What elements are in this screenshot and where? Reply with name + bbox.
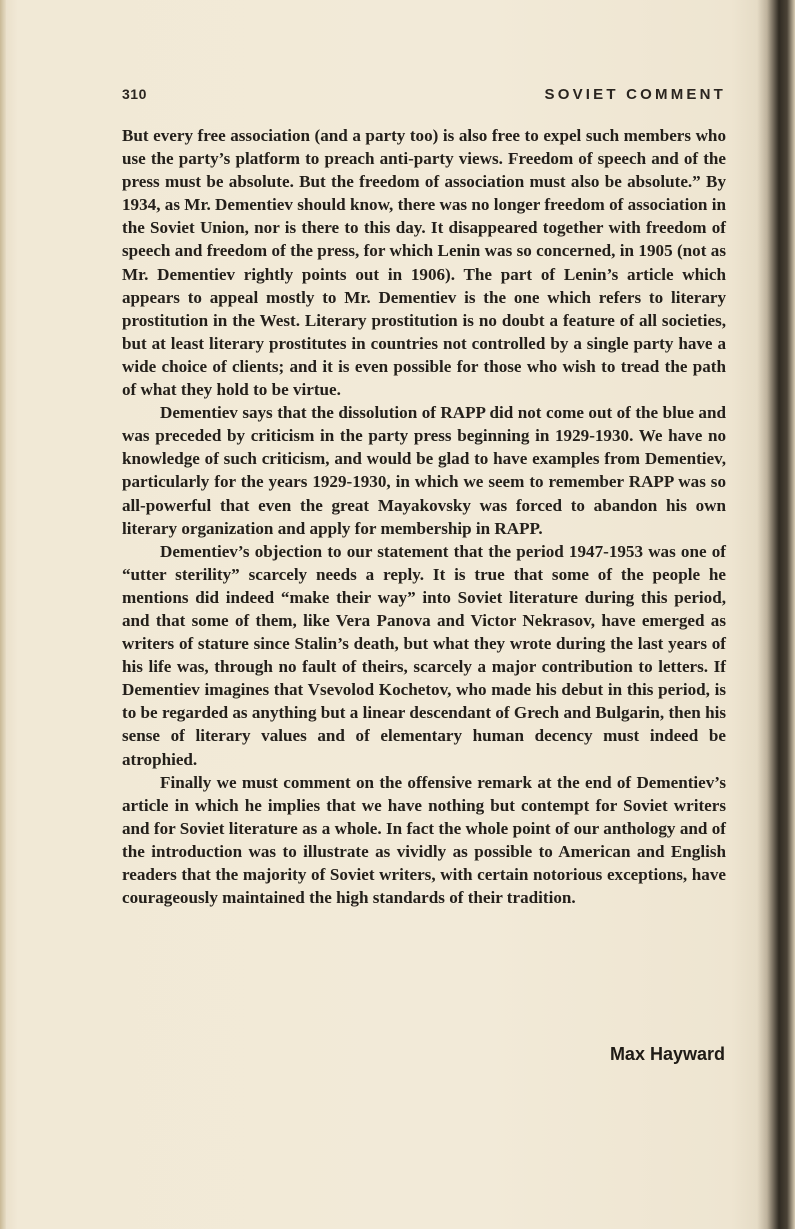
page-left-edge bbox=[0, 0, 6, 1229]
page-header bbox=[122, 86, 726, 110]
paragraph: Dementiev’s objection to our statement that the period 1947-1953 was one of “utter sterility” scarcely needs a reply. It is true that some of the people he mentions did indeed “make their way” into Soviet literature during this period, and that some of them, like Vera Panova and Victor Nekrasov, have emerged as writers of stature since Stalin’s death, but what they wrote during the last years of his life was, through no fault of theirs, scarcely a major contribution to letters. If Dementiev imagines that Vsevolod Kochetov, who made his debut in this period, is to be regarded as anything but a linear descendant of Grech and Bulgarin, then his sense of literary values and of elementary human decency must indeed be atrophied. bbox=[122, 541, 726, 769]
paragraph: Finally we must comment on the offensive remark at the end of Dementiev’s article in which he implies that we have nothing but contempt for Soviet writers and for Soviet literature as a whole. In fact the whole point of our anthology and of the introduction was to illustrate as vividly as possible to American and English readers that the majority of Soviet writers, with certain notorious exceptions, have courageously maintained the high standards of their tradition. bbox=[122, 772, 726, 908]
page-number: 310 bbox=[122, 86, 147, 102]
author-signature: Max Hayward bbox=[609, 1044, 725, 1064]
paragraph: Dementiev says that the dissolution of RAPP did not come out of the blue and was preceded by criticism in the party press beginning in 1929-1930. We have no knowledge of such criticism, and would be glad to have examples from Dementiev, particularly for the years 1929-1930, in which we seem to remember RAPP was so all-powerful that even the great Mayakovsky was forced to abandon his own literary organization and apply for membership in RAPP. bbox=[122, 403, 726, 538]
running-head: SOVIET COMMENT bbox=[544, 86, 726, 103]
paragraph: But every free association (and a party too) is also free to expel such members who use the party’s platform to preach anti-party views. Freedom of speech and of the press must be absolute. But the freedom of association must also be absolute.” By 1934, as Mr. Dementiev should know, there was no longer freedom of association in the Soviet Union, nor is there to this day. It disappeared together with freedom of speech and freedom of the press, for which Lenin was so concerned, in 1905 (not as Mr. Dementiev rightly points out in 1906). The part of Lenin’s article which appears to appeal mostly to Mr. Dementiev is the one which refers to literary prostitution in the West. Literary prostitution is no doubt a feature of all societies, but at least literary prostitutes in countries not controlled by a single party have a wide choice of clients; and it is even possible for those who wish to tread the path of what they hold to be virtue. bbox=[122, 126, 726, 400]
page-gutter-shadow bbox=[757, 0, 795, 1229]
article-body bbox=[122, 124, 726, 909]
